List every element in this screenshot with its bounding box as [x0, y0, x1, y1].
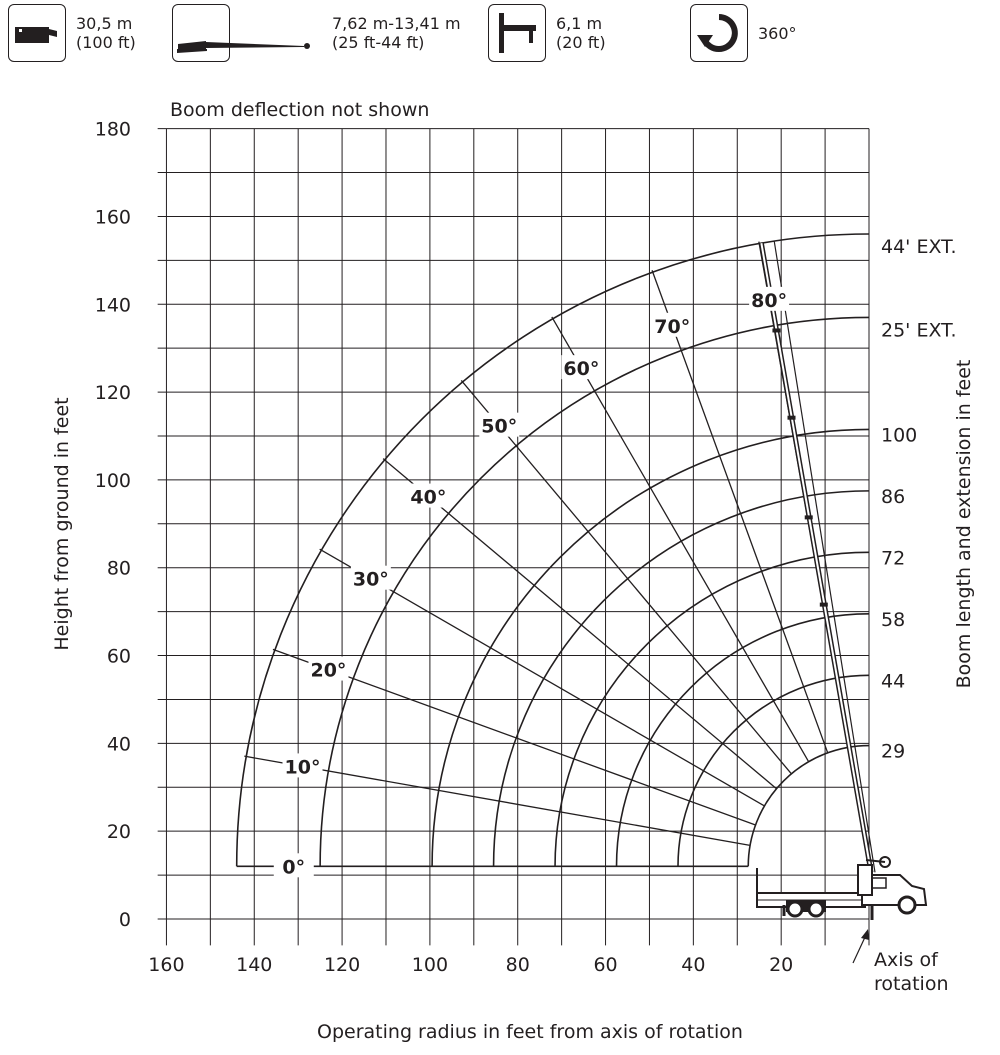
angle-label: 20°	[310, 659, 347, 682]
boom-section-joint	[820, 603, 828, 607]
x-tick-label: 20	[769, 954, 794, 976]
y-axis-label: Height from ground in feet	[51, 397, 73, 651]
angle-label: 10°	[284, 756, 321, 779]
axis-of-rotation-arrow	[853, 935, 866, 963]
y-tick-label: 160	[94, 206, 131, 229]
boom-section-joint	[772, 328, 780, 332]
angle-label: 0°	[282, 856, 306, 879]
spec-outrigger-spread: 6,1 m (20 ft)	[556, 14, 606, 52]
arc-label: 100	[881, 424, 918, 447]
angle-label: 80°	[751, 289, 788, 312]
arc-label: 25' EXT.	[881, 319, 957, 342]
axis-of-rotation-label: Axis of	[874, 949, 938, 971]
crane-boom-inner	[761, 243, 871, 872]
arc-label: 44	[881, 670, 906, 693]
x-tick-label: 140	[236, 954, 273, 976]
truck-rear-wheel-2	[809, 902, 823, 916]
arc-label: 86	[881, 485, 906, 508]
y-tick-label: 20	[106, 821, 131, 844]
y-tick-label: 120	[94, 382, 131, 405]
y-tick-label: 100	[94, 469, 131, 492]
boom-arcs	[156, 234, 869, 948]
axis-of-rotation-arrowhead	[861, 929, 869, 940]
x-tick-label: 100	[411, 954, 449, 976]
angle-line	[461, 380, 791, 773]
chart-subtitle: Boom deflection not shown	[170, 99, 430, 121]
y-tick-label: 60	[106, 645, 131, 668]
crane-truck-drawing	[757, 241, 926, 963]
crane-turret	[858, 865, 872, 895]
spec-boom-length: 30,5 m (100 ft)	[76, 14, 136, 52]
boom-section-joint	[788, 416, 796, 420]
x-axis-label: Operating radius in feet from axis of rotation	[317, 1021, 743, 1043]
angle-label: 70°	[654, 315, 691, 338]
x-tick-label: 160	[148, 954, 185, 976]
truck-rear-wheel	[788, 902, 802, 916]
angle-label: 30°	[352, 568, 389, 591]
axis-of-rotation-label-line2: rotation	[874, 973, 949, 995]
y-tick-label: 140	[94, 294, 131, 317]
y-tick-label: 40	[106, 733, 131, 756]
arc-label: 29	[881, 740, 906, 763]
x-tick-label: 60	[593, 954, 618, 976]
arc-label: 58	[881, 608, 906, 631]
x-tick-label: 40	[681, 954, 706, 976]
spec-jib-extension: 7,62 m-13,41 m (25 ft-44 ft)	[332, 14, 461, 52]
angle-line	[552, 317, 809, 762]
x-tick-label: 120	[323, 954, 361, 976]
arc-label: 44' EXT.	[881, 236, 957, 259]
y-tick-label: 80	[106, 557, 131, 580]
y-tick-label: 180	[94, 118, 131, 141]
y-tick-label: 0	[118, 909, 131, 931]
angle-label: 40°	[410, 486, 447, 509]
angle-label: 50°	[481, 415, 518, 438]
angle-label: 60°	[563, 358, 600, 381]
arc-label: 72	[881, 547, 906, 570]
boom-section-joint	[805, 515, 813, 519]
angle-line	[652, 270, 828, 753]
y2-axis-label: Boom length and extension in feet	[953, 359, 975, 689]
truck-front-wheel	[899, 897, 915, 913]
spec-rotation: 360°	[758, 24, 797, 43]
x-tick-label: 80	[505, 954, 530, 976]
